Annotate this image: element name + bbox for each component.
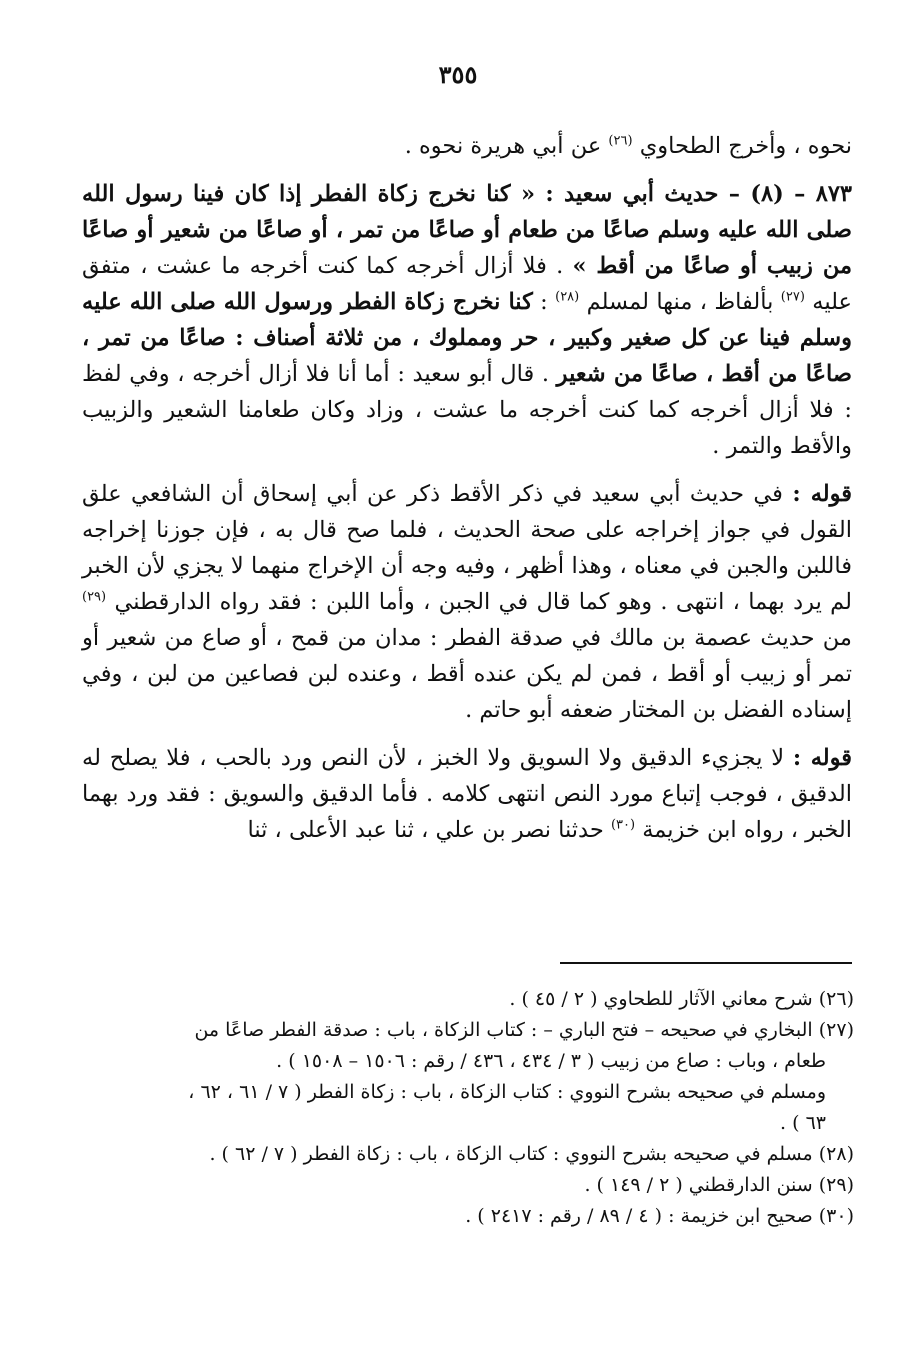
qawluh-text-1b: من حديث عصمة بن مالك في صدقة الفطر : مدان من قمح ، أو صاع من شعير أو تمر أو زبيب أو أقط ، فمن لم يكن عنده أقط ، وعنده لبن فصاعين من لبن ، وفي إسناده الفضل بن المختار ضعفه أبو حاتم . (82, 625, 852, 723)
qawluh-label-2: قوله : (792, 745, 852, 771)
footnote-ref-30: (٣٠) (610, 817, 636, 833)
footnote-26: (٢٦) شرح معاني الآثار للطحاوي ( ٢ / ٤٥ ) . (509, 988, 854, 1010)
footnote-ref-28: (٢٨) (555, 289, 580, 305)
intro-text: نحوه ، وأخرج الطحاوي (639, 133, 852, 159)
footnote-ref-26: (٢٦) (608, 133, 633, 149)
paragraph-intro (82, 128, 852, 164)
intro-tail: عن أبي هريرة نحوه . (404, 133, 602, 159)
paragraph-hadith-873 (82, 176, 852, 464)
paragraph-qawluh-1 (82, 476, 852, 728)
page-number: ٣٥٥ (438, 60, 478, 89)
hadith-873-quote: ٨٧٣ – (٨) – حديث أبي سعيد : « كنا نخرج زكاة الفطر إذا كان فينا رسول الله صلى الله عليه وسلم صاعًا من طعام أو صاعًا من تمر ، أو صاعًا من شعير أو صاعًا من زبيب أو صاعًا من أقط » (82, 181, 852, 279)
qawluh-text-1a: في حديث أبي سعيد في ذكر الأقط ذكر عن أبي إسحاق أن الشافعي علق القول في جواز إخراجه على صحة الحديث ، فلما صح قال به ، فإن جوزنا إخراجه فاللبن والجبن في معناه ، وهذا أظهر ، وفيه وجه أن الإخراج منهما لا يجزي لأن الخبر لم يرد بهما ، انتهى . وهو كما قال في الجبن ، وأما اللبن : فقد رواه الدارقطني (82, 481, 853, 615)
footnotes (84, 984, 854, 1232)
hadith-873-comment-2: بألفاظ ، منها لمسلم (586, 289, 774, 315)
hadith-873-colon: : (540, 289, 548, 315)
footnote-27-line-3: ومسلم في صحيحه بشرح النووي : كتاب الزكاة ، باب : زكاة الفطر ( ٧ / ٦١ ، ٦٢ ، (188, 1081, 826, 1103)
paragraph-qawluh-2 (82, 740, 852, 848)
footnote-29: (٢٩) سنن الدارقطني ( ٢ / ١٤٩ ) . (584, 1174, 854, 1196)
qawluh-label-1: قوله : (792, 481, 852, 507)
footnote-30: (٣٠) صحيح ابن خزيمة : ( ٤ / ٨٩ / رقم : ٢٤١٧ ) . (465, 1205, 854, 1227)
footnote-28: (٢٨) مسلم في صحيحه بشرح النووي : كتاب الزكاة ، باب : زكاة الفطر ( ٧ / ٦٢ ) . (209, 1143, 854, 1165)
footnote-27-line-1: (٢٧) البخاري في صحيحه – فتح الباري – : كتاب الزكاة ، باب : صدقة الفطر صاعًا من (194, 1019, 854, 1041)
footnote-separator (560, 962, 852, 964)
footnote-27-line-4: ٦٣ ) . (780, 1112, 826, 1134)
footnote-ref-29: (٢٩) (82, 589, 107, 605)
qawluh-text-2a: لا يجزيء الدقيق ولا السويق ولا الخبز ، لأن النص ورد بالحب ، فلا يصلح له الدقيق ، فوجب إتباع مورد النص انتهى كلامه . فأما الدقيق والسويق : فقد ورد بهما الخبر ، رواه ابن خزيمة (82, 745, 852, 843)
hadith-873-tail: . قال أبو سعيد : أما أنا فلا أزال أخرجه ، وفي لفظ : فلا أزال أخرجه كما كنت أخرجه ما عشت ، وزاد وكان طعامنا الشعير والزبيب والأقط والتمر . (82, 361, 852, 459)
main-text (82, 128, 852, 848)
hadith-873-comment: . فلا أزال أخرجه كما كنت أخرجه ما عشت ، متفق عليه (82, 253, 852, 315)
footnote-ref-27: (٢٧) (780, 289, 805, 305)
footnote-27-line-2: طعام ، وباب : صاع من زبيب ( ٣ / ٤٣٤ ، ٤٣٦ / رقم : ١٥٠٦ – ١٥٠٨ ) . (276, 1050, 826, 1072)
hadith-873-muslim-quote: كنا نخرج زكاة الفطر ورسول الله صلى الله عليه وسلم فينا عن كل صغير وكبير ، حر ومملوك ، من ثلاثة أصناف : صاعًا من تمر ، صاعًا من أقط ، صاعًا من شعير (82, 289, 852, 387)
qawluh-text-2b: حدثنا نصر بن علي ، ثنا عبد الأعلى ، ثنا (247, 817, 604, 843)
